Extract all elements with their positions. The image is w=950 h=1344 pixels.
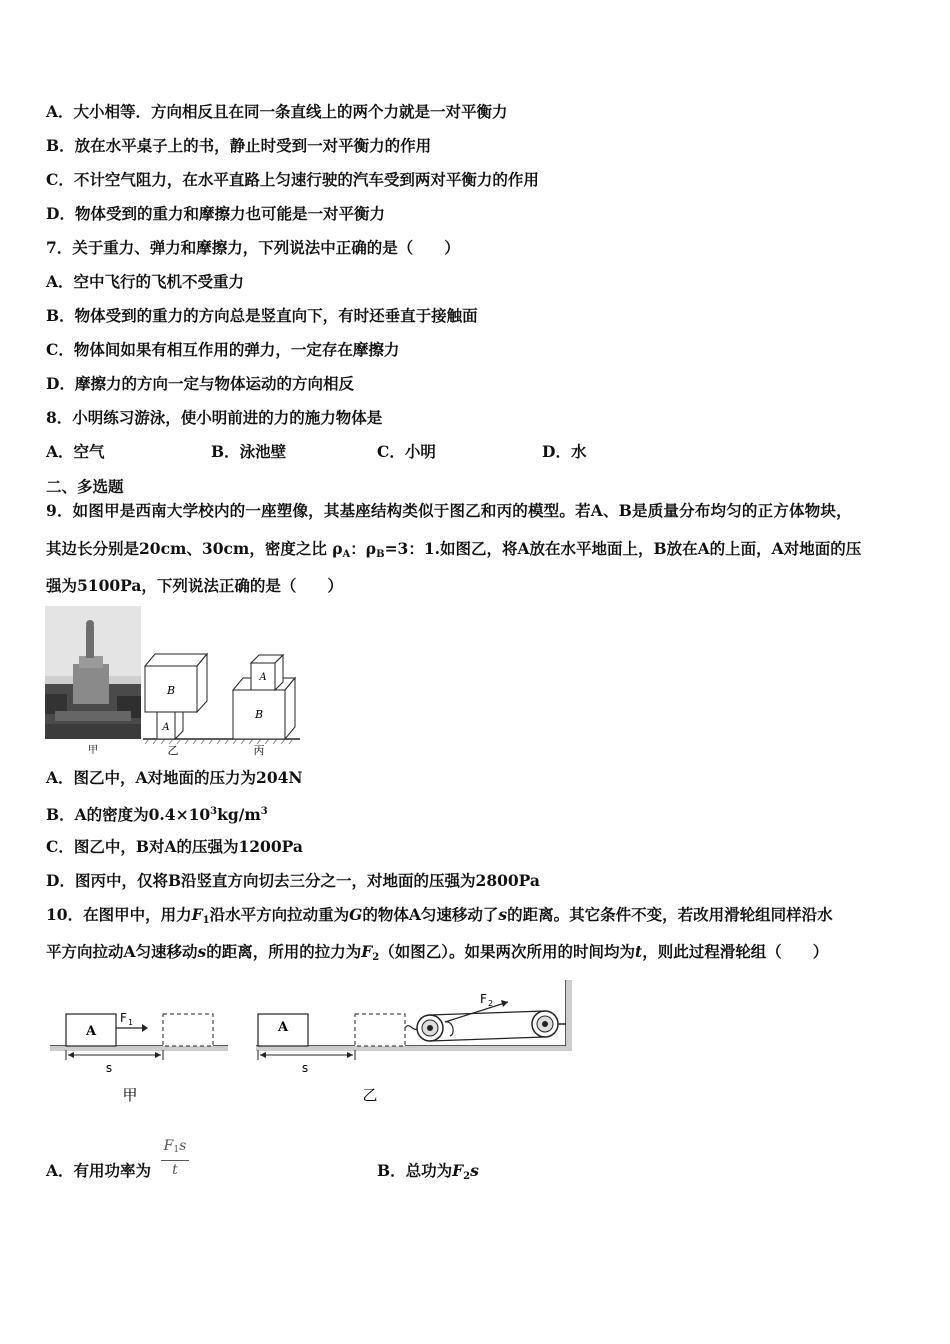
q9-option-b: B．A的密度为$0.4\times 10^3kg/m^3$ bbox=[46, 805, 268, 824]
fig-jia-s-label: s bbox=[105, 1061, 113, 1075]
fig-jia bbox=[50, 1011, 228, 1104]
q6-option-a: A．大小相等．方向相反且在同一条直线上的两个力就是一对平衡力 bbox=[46, 102, 508, 121]
q7-option-b: B．物体受到的重力的方向总是竖直向下，有时还垂直于接触面 bbox=[46, 306, 478, 325]
fig-yi-block-label: A bbox=[277, 1020, 289, 1035]
statue-photo bbox=[45, 606, 141, 739]
fig-bing-label-b: B bbox=[254, 708, 264, 721]
fig-yi bbox=[256, 980, 572, 1104]
fig-jia-block-label: A bbox=[85, 1024, 97, 1039]
fig-jia-caption: 甲 bbox=[122, 1086, 138, 1104]
q7-option-d: D．摩擦力的方向一定与物体运动的方向相反 bbox=[46, 374, 354, 393]
fig-caption-bing: 丙 bbox=[253, 744, 265, 757]
fig-bing-label-a: A bbox=[259, 672, 267, 683]
q6-option-c: C．不计空气阻力，在水平直路上匀速行驶的汽车受到两对平衡力的作用 bbox=[46, 170, 539, 189]
fig-yi-caption: 乙 bbox=[362, 1086, 378, 1104]
fig-caption-jia: 甲 bbox=[88, 745, 98, 756]
q8-option-d: D．水 bbox=[542, 442, 587, 461]
q9-option-c: C．图乙中，B对A的压强为1200Pa bbox=[46, 837, 303, 856]
fig-bing-blocks bbox=[233, 655, 295, 739]
q7-option-c: C．物体间如果有相互作用的弹力，一定存在摩擦力 bbox=[46, 340, 400, 359]
fig-caption-yi: 乙 bbox=[167, 744, 179, 757]
q10-figure bbox=[48, 976, 578, 1106]
fig-yi-label-b: B bbox=[166, 684, 176, 697]
q10-stem-line1: 10．在图甲中，用力$F_1$沿水平方向拉动重为G的物体A匀速移动了s的距离。其它条件不变，若改用滑轮组同样沿水 bbox=[46, 905, 833, 926]
q6-option-b: B．放在水平桌子上的书，静止时受到一对平衡力的作用 bbox=[46, 136, 432, 155]
q9-stem-line2: 其边长分别是20cm、30cm，密度之比 $\rho_A$：$\rho_B=3$：1.如图乙，将A放在水平地面上，B放在A的上面，A对地面的压 bbox=[46, 539, 862, 560]
fig-yi-f2-label: F bbox=[480, 992, 487, 1006]
q9-option-d: D．图丙中，仅将B沿竖直方向切去三分之一，对地面的压强为2800Pa bbox=[46, 871, 540, 890]
fig-yi-label-a: A bbox=[162, 722, 170, 733]
fig-jia-f1-label: F bbox=[120, 1011, 127, 1025]
q9-stem-line3: 强为5100Pa，下列说法正确的是（ ） bbox=[46, 576, 343, 595]
fig-yi-blocks bbox=[145, 654, 207, 739]
q8-stem: 8．小明练习游泳，使小明前进的力的施力物体是 bbox=[46, 408, 383, 427]
q8-option-b: B．泳池壁 bbox=[211, 442, 287, 461]
q9-option-a: A．图乙中，A对地面的压力为204N bbox=[46, 768, 303, 787]
q9-stem-line1: 9．如图甲是西南大学校内的一座塑像，其基座结构类似于图乙和丙的模型。若A、B是质量分布均匀的正方体物块， bbox=[46, 501, 852, 520]
section-heading: 二、多选题 bbox=[46, 477, 124, 496]
q8-option-a: A．空气 bbox=[46, 442, 105, 461]
q10-figure-drawing bbox=[48, 976, 578, 1106]
q7-stem: 7．关于重力、弹力和摩擦力，下列说法中正确的是（ ） bbox=[46, 238, 460, 257]
q8-option-c: C．小明 bbox=[377, 442, 436, 461]
q9-figure bbox=[45, 606, 305, 758]
q6-option-d: D．物体受到的重力和摩擦力也可能是一对平衡力 bbox=[46, 204, 385, 223]
q10-stem-line2: 平方向拉动A匀速移动s的距离，所用的拉力为$F_2$（如图乙）。如果两次所用的时间均为t，则此过程滑轮组（ ） bbox=[46, 942, 829, 963]
q10-option-a-fraction: F1s t bbox=[161, 1136, 189, 1179]
q9-figure-drawing bbox=[45, 606, 305, 758]
q10-option-a: A．有用功率为 bbox=[46, 1161, 152, 1180]
q7-option-a: A．空中飞行的飞机不受重力 bbox=[46, 272, 245, 291]
fig-yi-s-label: s bbox=[301, 1061, 309, 1075]
fig-jia-f1-sub: 1 bbox=[128, 1018, 134, 1027]
fig-yi-f2-sub: 2 bbox=[488, 999, 494, 1008]
q10-option-b: B．总功为$F_2s$ bbox=[377, 1161, 479, 1182]
